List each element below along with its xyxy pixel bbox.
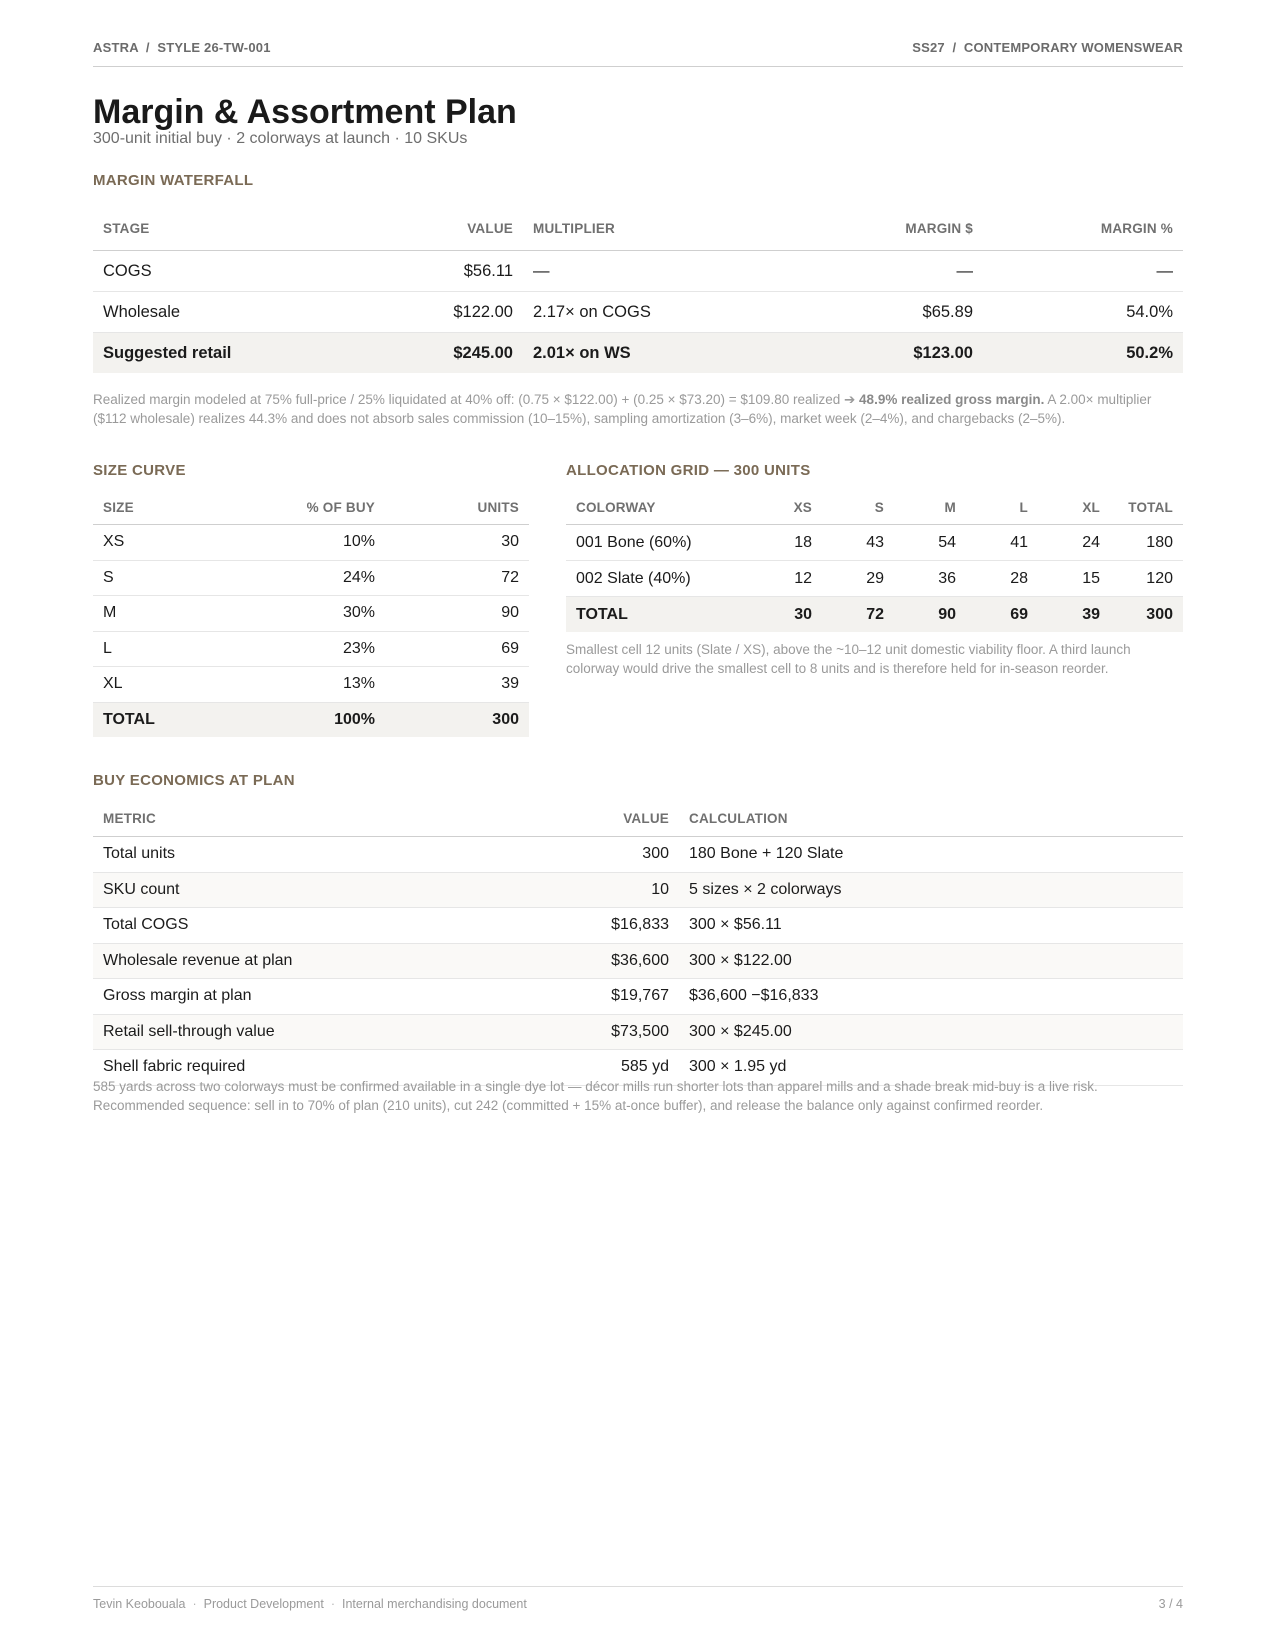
xs-cell: 18 (751, 525, 822, 561)
table-header-row (93, 490, 529, 525)
metric-cell: Total units (93, 837, 443, 873)
percent-cell: 23% (239, 631, 385, 667)
margin-waterfall-table (93, 207, 1183, 373)
table-row (93, 908, 1183, 944)
s-cell: 72 (822, 597, 894, 633)
multiplier-cell: 2.17× on COGS (523, 292, 783, 333)
size-curve-table (93, 490, 529, 737)
value-cell: $245.00 (293, 333, 523, 374)
metric-cell: Total COGS (93, 908, 443, 944)
column-header: UNITS (385, 490, 529, 525)
size-cell: XS (93, 525, 239, 561)
table-row (93, 667, 529, 703)
header-brand-style: ASTRA / STYLE 26-TW-001 (93, 40, 271, 55)
table-row (93, 596, 529, 632)
metric-cell: Wholesale revenue at plan (93, 943, 443, 979)
value-cell: 585 yd (443, 1050, 679, 1086)
column-header: XS (751, 490, 822, 525)
calculation-cell: 5 sizes × 2 colorways (679, 872, 1183, 908)
buy-economics-note: 585 yards across two colorways must be confirmed available in a single dye lot — décor mills run shorter lots than apparel mills and a shade break mid-buy is a live risk. Recommended sequence: sell in to 70% of plan (210 units), cut 242 (committed + 15% at-once buffer), and release the balance only against confirmed reorder. (93, 1079, 1098, 1113)
table-total-row (566, 597, 1183, 633)
m-cell: 90 (894, 597, 966, 633)
xs-cell: 12 (751, 561, 822, 597)
stage-cell: Suggested retail (93, 333, 293, 374)
l-cell: 41 (966, 525, 1038, 561)
colorway-cell: 002 Slate (40%) (566, 561, 751, 597)
calculation-cell: 180 Bone + 120 Slate (679, 837, 1183, 873)
margin-percent-cell: 54.0% (983, 292, 1183, 333)
column-header: CALCULATION (679, 800, 1183, 837)
calculation-cell: $36,600 −$16,833 (679, 979, 1183, 1015)
table-row (93, 837, 1183, 873)
units-cell: 69 (385, 631, 529, 667)
m-cell: 36 (894, 561, 966, 597)
footer-separator: · (192, 1597, 197, 1611)
note-text: A 2.00× multiplier ($112 wholesale) realizes 44.3% and does not absorb sales commission (10–15%), sampling amortization (3–6%), market week (2–4%), and chargebacks (2–5%). (93, 392, 1152, 426)
footer-author: Tevin Keobouala (93, 1597, 186, 1611)
size-curve-title: SIZE CURVE (93, 462, 186, 479)
size-cell: M (93, 596, 239, 632)
total-cell: 180 (1110, 525, 1183, 561)
buy-economics-table (93, 800, 1183, 1086)
table-row (566, 561, 1183, 597)
table-total-row (93, 702, 529, 737)
xl-cell: 24 (1038, 525, 1110, 561)
metric-cell: Shell fabric required (93, 1050, 443, 1086)
total-cell: 300 (1110, 597, 1183, 633)
margin-dollar-cell: — (783, 251, 983, 292)
value-cell: $73,500 (443, 1014, 679, 1050)
stage-cell: Wholesale (93, 292, 293, 333)
calculation-cell: 300 × $245.00 (679, 1014, 1183, 1050)
column-header: VALUE (443, 800, 679, 837)
column-header: VALUE (293, 207, 523, 251)
page-title: Margin & Assortment Plan (93, 93, 517, 131)
xs-cell: 30 (751, 597, 822, 633)
percent-cell: 13% (239, 667, 385, 703)
margin-percent-cell: 50.2% (983, 333, 1183, 374)
table-row (93, 251, 1183, 292)
units-cell: 30 (385, 525, 529, 561)
s-cell: 43 (822, 525, 894, 561)
units-cell: 39 (385, 667, 529, 703)
percent-cell: 30% (239, 596, 385, 632)
column-header: MULTIPLIER (523, 207, 783, 251)
xl-cell: 39 (1038, 597, 1110, 633)
units-cell: 90 (385, 596, 529, 632)
calculation-cell: 300 × $56.11 (679, 908, 1183, 944)
value-cell: $19,767 (443, 979, 679, 1015)
column-header: TOTAL (1110, 490, 1183, 525)
l-cell: 28 (966, 561, 1038, 597)
table-header-row (566, 490, 1183, 525)
column-header: SIZE (93, 490, 239, 525)
size-cell: L (93, 631, 239, 667)
percent-cell: 100% (239, 702, 385, 737)
footer-doc-type: Internal merchandising document (341, 1597, 527, 1611)
total-cell: 120 (1110, 561, 1183, 597)
table-row-highlight (93, 333, 1183, 374)
table-row (93, 525, 529, 561)
page-footer (93, 1586, 1183, 1611)
column-header: L (966, 490, 1038, 525)
margin-dollar-cell: $65.89 (783, 292, 983, 333)
table-header-row (93, 800, 1183, 837)
metric-cell: SKU count (93, 872, 443, 908)
table-row (93, 1014, 1183, 1050)
value-cell: $36,600 (443, 943, 679, 979)
value-cell: 10 (443, 872, 679, 908)
document-page (93, 0, 1183, 1650)
page-subtitle: 300-unit initial buy · 2 colorways at launch · 10 SKUs (93, 130, 468, 147)
size-cell: XL (93, 667, 239, 703)
value-cell: $56.11 (293, 251, 523, 292)
calculation-cell: 300 × 1.95 yd (679, 1050, 1183, 1086)
margin-waterfall-title: MARGIN WATERFALL (93, 172, 254, 189)
table-row (93, 560, 529, 596)
waterfall-note (93, 390, 1183, 428)
colorway-cell: TOTAL (566, 597, 751, 633)
column-header: S (822, 490, 894, 525)
colorway-cell: 001 Bone (60%) (566, 525, 751, 561)
l-cell: 69 (966, 597, 1038, 633)
allocation-note: Smallest cell 12 units (Slate / XS), above the ~10–12 unit domestic viability floor. A third launch colorway would drive the smallest cell to 8 units and is therefore held for in-season reorder. (566, 642, 1131, 676)
multiplier-cell: — (523, 251, 783, 292)
margin-percent-cell: — (983, 251, 1183, 292)
table-row (566, 525, 1183, 561)
value-cell: $122.00 (293, 292, 523, 333)
table-row (93, 943, 1183, 979)
table-row (93, 979, 1183, 1015)
stage-cell: COGS (93, 251, 293, 292)
column-header: XL (1038, 490, 1110, 525)
allocation-grid-title: ALLOCATION GRID — 300 UNITS (566, 462, 811, 479)
column-header: COLORWAY (566, 490, 751, 525)
buy-economics-title: BUY ECONOMICS AT PLAN (93, 772, 295, 789)
units-cell: 72 (385, 560, 529, 596)
table-row (93, 292, 1183, 333)
footer-department: Product Development (203, 1597, 324, 1611)
m-cell: 54 (894, 525, 966, 561)
column-header: % OF BUY (239, 490, 385, 525)
s-cell: 29 (822, 561, 894, 597)
table-row (93, 631, 529, 667)
column-header: METRIC (93, 800, 443, 837)
percent-cell: 24% (239, 560, 385, 596)
metric-cell: Retail sell-through value (93, 1014, 443, 1050)
note-text: Realized margin modeled at 75% full-price / 25% liquidated at 40% off: (0.75 × $122.00) + (0.25 × $73.20) = $109.80 realized ➔ (93, 392, 860, 407)
header-season-category: SS27 / CONTEMPORARY WOMENSWEAR (912, 40, 1183, 55)
margin-dollar-cell: $123.00 (783, 333, 983, 374)
calculation-cell: 300 × $122.00 (679, 943, 1183, 979)
table-header-row (93, 207, 1183, 251)
page-number: 3 / 4 (1158, 1597, 1183, 1611)
metric-cell: Gross margin at plan (93, 979, 443, 1015)
allocation-grid-table (566, 490, 1183, 632)
note-emphasis: 48.9% realized gross margin. (859, 392, 1045, 407)
xl-cell: 15 (1038, 561, 1110, 597)
percent-cell: 10% (239, 525, 385, 561)
column-header: M (894, 490, 966, 525)
value-cell: $16,833 (443, 908, 679, 944)
footer-separator: · (330, 1597, 335, 1611)
table-row (93, 872, 1183, 908)
column-header: STAGE (93, 207, 293, 251)
size-cell: TOTAL (93, 702, 239, 737)
size-cell: S (93, 560, 239, 596)
column-header: MARGIN % (983, 207, 1183, 251)
units-cell: 300 (385, 702, 529, 737)
value-cell: 300 (443, 837, 679, 873)
column-header: MARGIN $ (783, 207, 983, 251)
multiplier-cell: 2.01× on WS (523, 333, 783, 374)
page-header (93, 40, 1183, 67)
